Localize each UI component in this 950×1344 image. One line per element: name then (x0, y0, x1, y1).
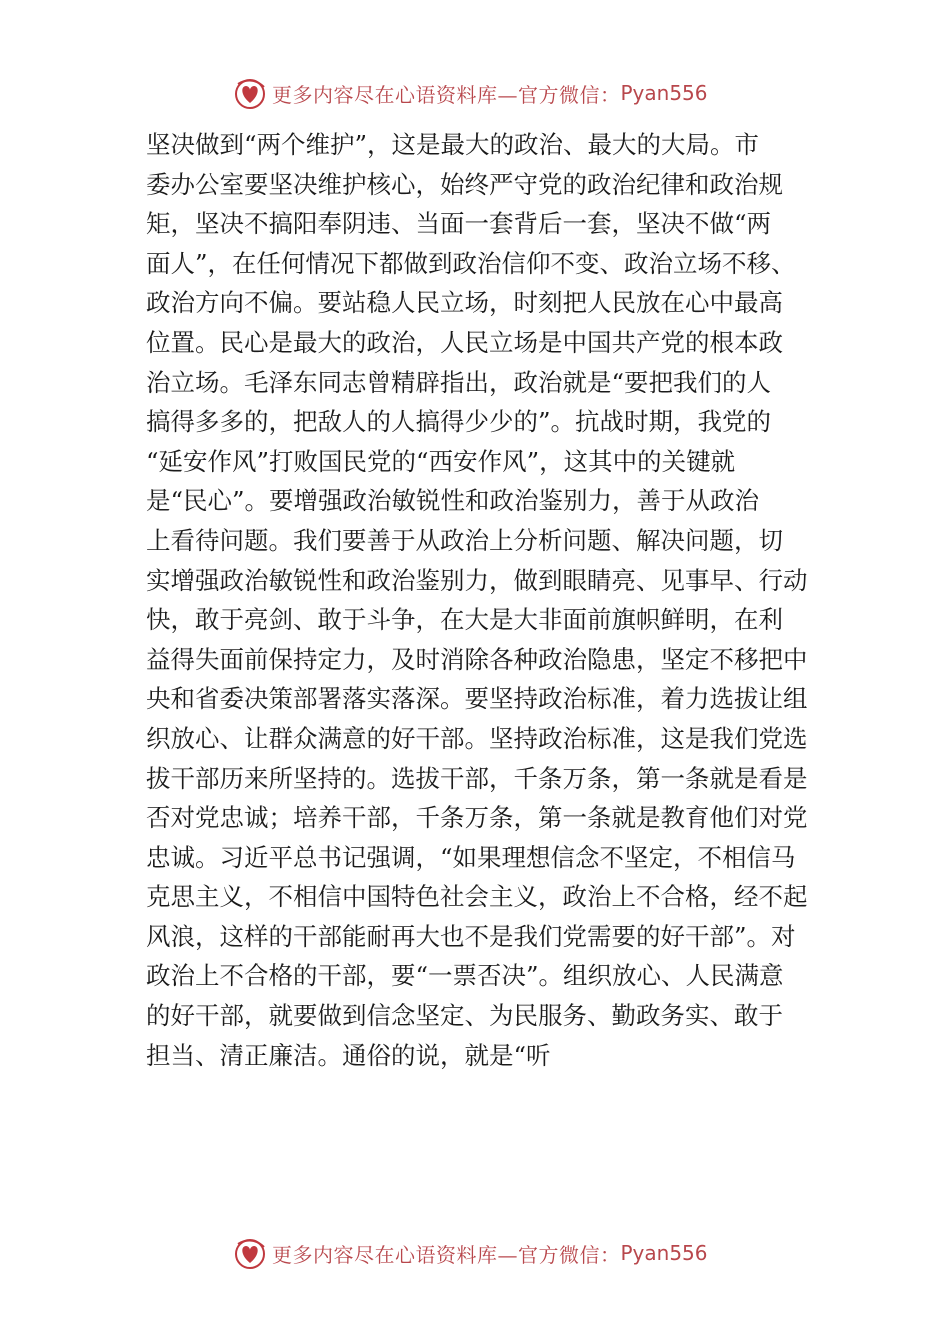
body-line: 拔干部历来所坚持的。选拔干部，千条万条，第一条就是看是 (146, 763, 808, 793)
body-line: 委办公室要坚决维护核心，始终严守党的政治纪律和政治规 (146, 169, 783, 199)
body-line: 的好干部，就要做到信念坚定、为民服务、勤政务实、敢于 (146, 1001, 783, 1031)
body-line: 忠诚。习近平总书记强调，“如果理想信念不坚定，不相信马 (146, 842, 796, 872)
body-line: 上看待问题。我们要善于从政治上分析问题、解决问题，切 (146, 525, 783, 555)
body-line: 实增强政治敏锐性和政治鉴别力，做到眼睛亮、见事早、行动 (146, 565, 808, 595)
body-line: 克思主义，不相信中国特色社会主义，政治上不合格，经不起 (146, 882, 808, 912)
header-wechat-id: Pyan556 (620, 81, 708, 105)
header-banner (232, 73, 708, 113)
body-line: 政治方向不偏。要站稳人民立场，时刻把人民放在心中最高 (146, 288, 783, 318)
body-line: 央和省委决策部署落实落深。要坚持政治标准，着力选拔让组 (146, 684, 808, 714)
footer-banner (232, 1233, 708, 1273)
body-line: 快，敢于亮剑、敢于斗争，在大是大非面前旗帜鲜明，在利 (146, 605, 783, 635)
body-line: 否对党忠诚；培养干部，千条万条，第一条就是教育他们对党 (146, 803, 808, 833)
body-line: 担当、清正廉洁。通俗的说，就是“听 (146, 1040, 551, 1070)
body-line: 矩，坚决不搞阳奉阴违、当面一套背后一套，坚决不做“两 (146, 209, 772, 239)
body-line: 治立场。毛泽东同志曾精辟指出，政治就是“要把我们的人 (146, 367, 772, 397)
heart-logo-icon (232, 1235, 268, 1271)
footer-banner-text: 更多内容尽在心语资料库—官方微信： (272, 1242, 621, 1267)
body-line: 织放心、让群众满意的好干部。坚持政治标准，这是我们党选 (146, 723, 808, 753)
body-line: “延安作风”打败国民党的“西安作风”，这其中的关键就 (146, 446, 736, 476)
body-line: 坚决做到“两个维护”，这是最大的政治、最大的大局。市 (146, 130, 760, 159)
body-line: 位置。民心是最大的政治，人民立场是中国共产党的根本政 (146, 327, 783, 357)
body-line: 面人”，在任何情况下都做到政治信仰不变、政治立场不移、 (146, 248, 796, 278)
body-line: 是“民心”。要增强政治敏锐性和政治鉴别力，善于从政治 (146, 486, 760, 516)
article-body (146, 125, 826, 1075)
footer-wechat-id: Pyan556 (620, 1241, 708, 1265)
body-line: 风浪，这样的干部能耐再大也不是我们党需要的好干部”。对 (146, 921, 796, 951)
body-line: 搞得多多的，把敌人的人搞得少少的”。抗战时期，我党的 (146, 407, 772, 437)
header-banner-text: 更多内容尽在心语资料库—官方微信： (272, 82, 621, 107)
heart-logo-icon (232, 75, 268, 111)
body-line: 益得失面前保持定力，及时消除各种政治隐患，坚定不移把中 (146, 644, 808, 674)
body-line: 政治上不合格的干部，要“一票否决”。组织放心、人民满意 (146, 961, 784, 991)
